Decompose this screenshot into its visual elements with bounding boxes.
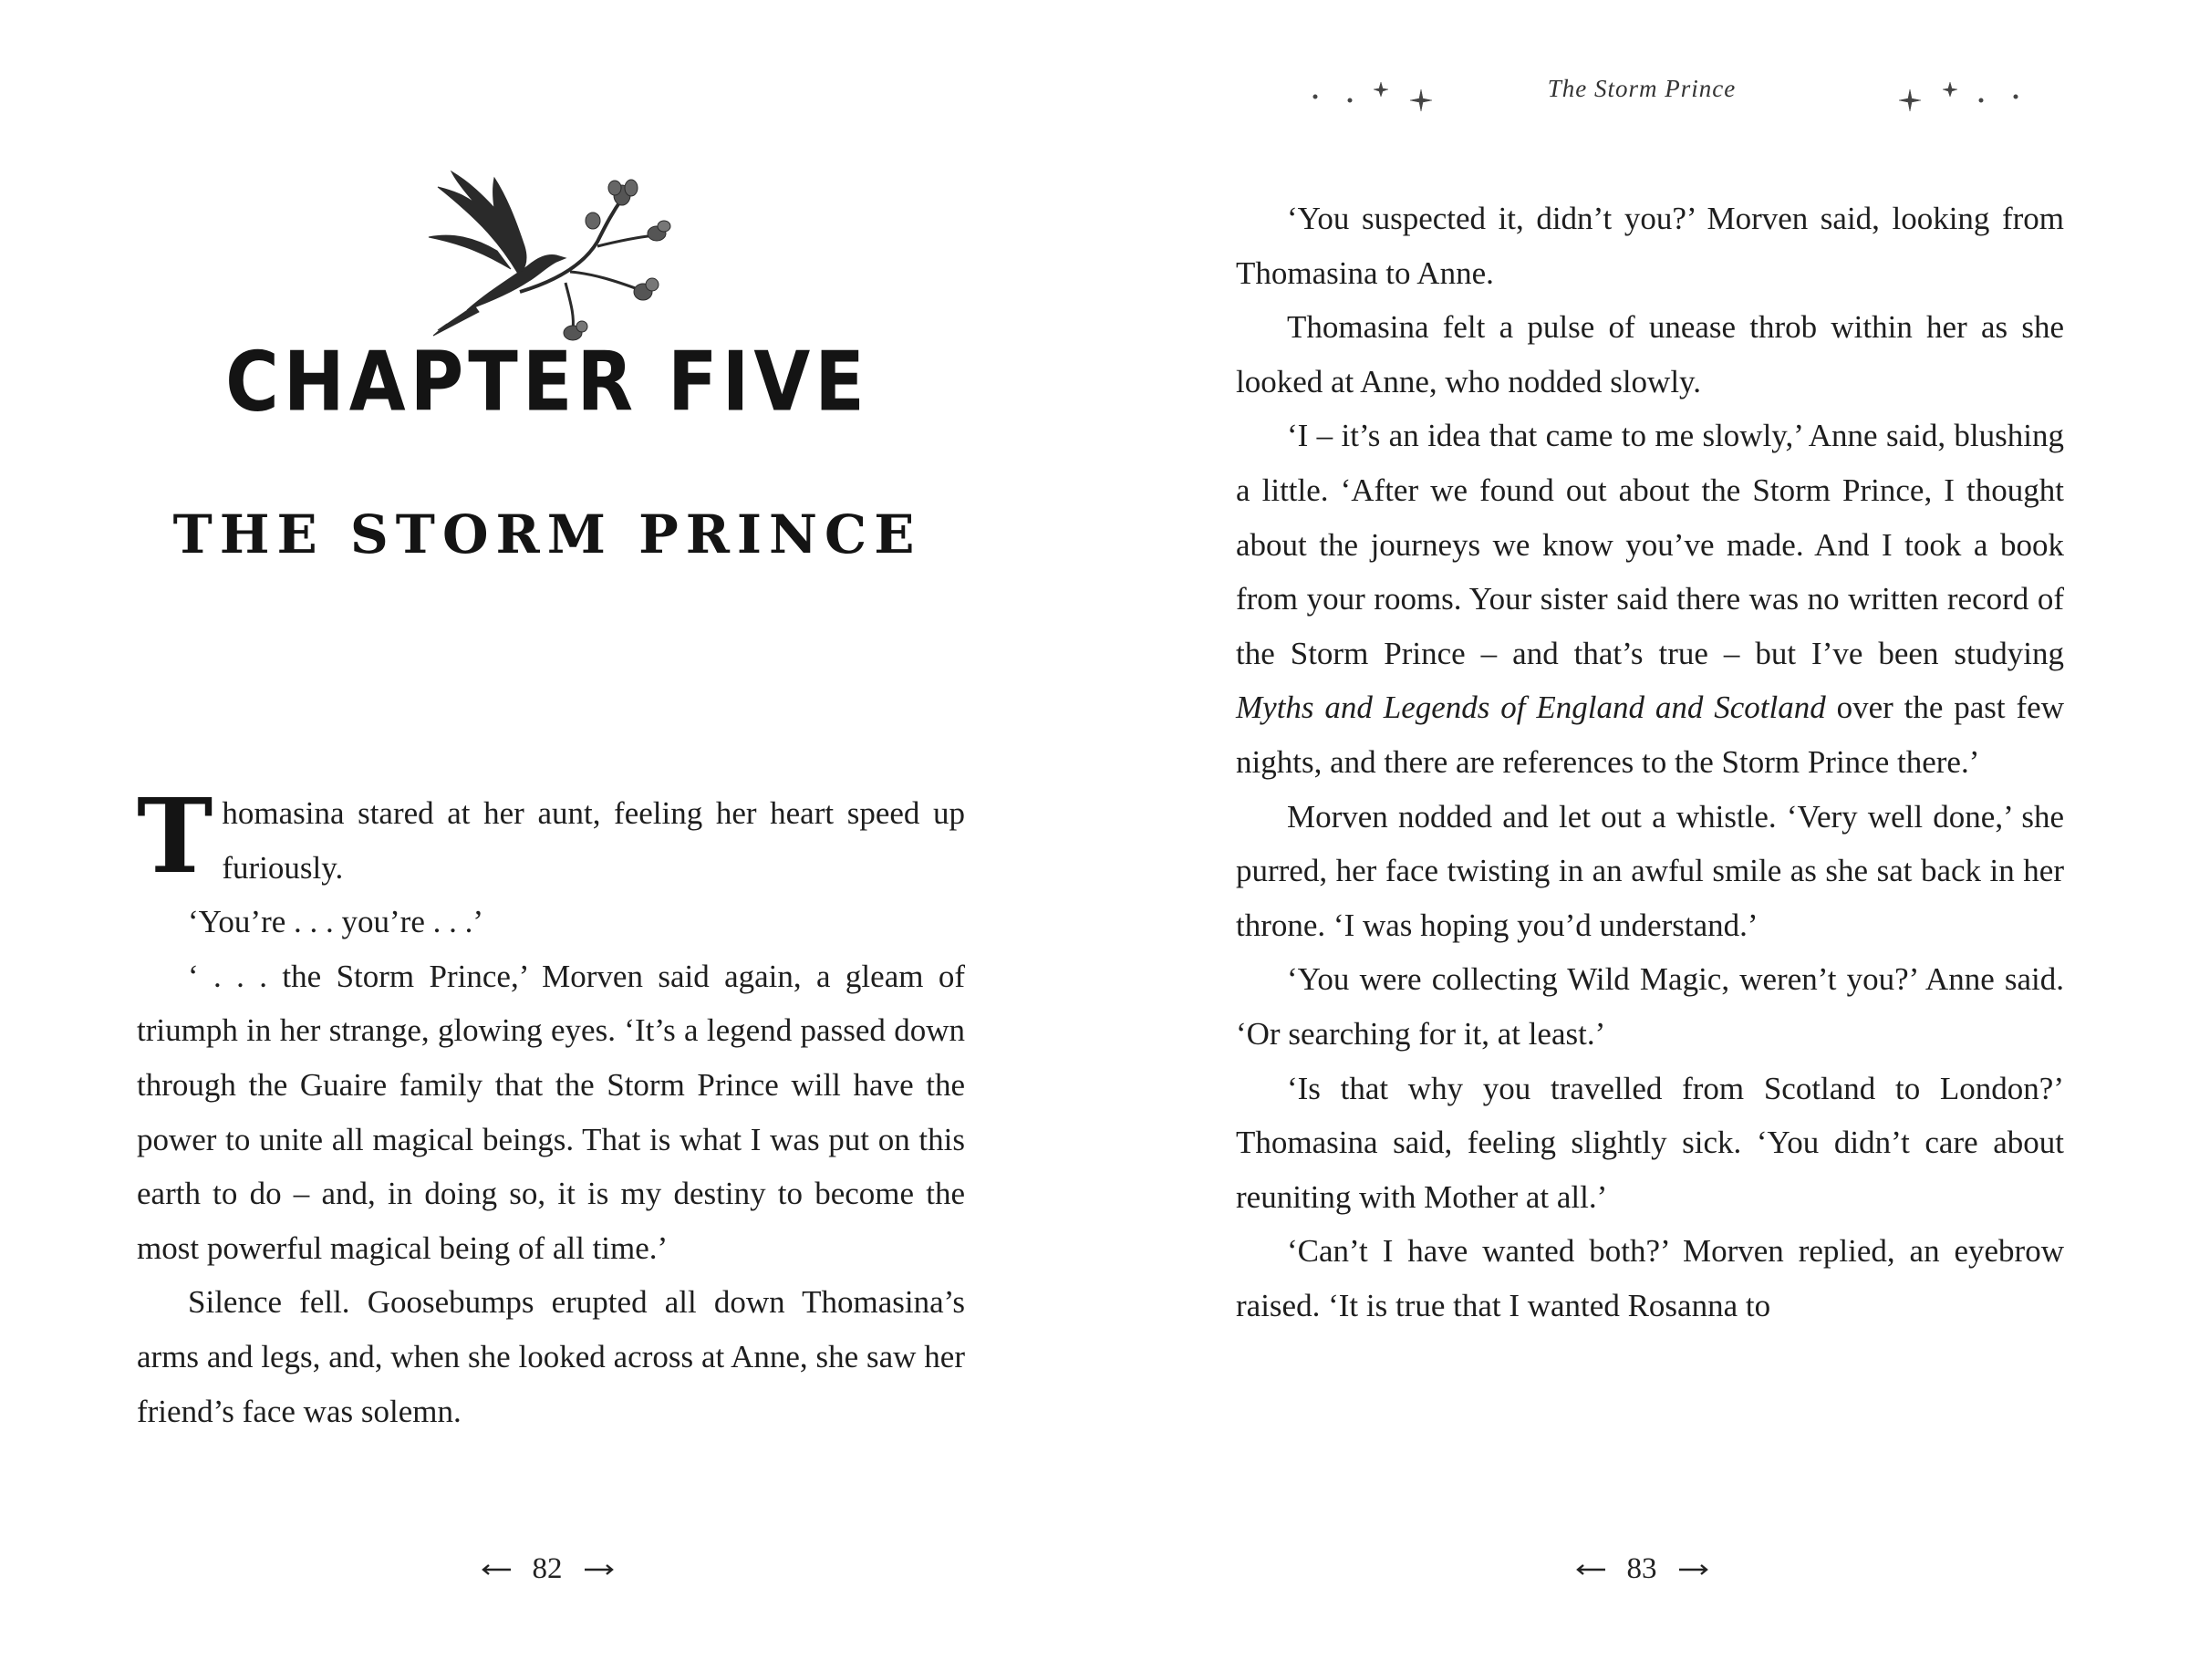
paragraph: ‘You’re . . . you’re . . .’	[188, 904, 484, 940]
paragraph-text: over the past few nights, and there are references to the Storm Prince there.’	[1236, 690, 2064, 780]
left-page	[0, 0, 1094, 1680]
paragraph: Thomasina felt a pulse of unease throb within her as she looked at Anne, who nodded slowly.	[1236, 309, 2064, 399]
chapter-number: CHAPTER FIVE	[225, 334, 869, 430]
book-title-italic: Myths and Legends of England and Scotland	[1236, 690, 1826, 726]
arrow-ornament-icon	[1677, 1563, 1708, 1576]
paragraph: ‘You were collecting Wild Magic, weren’t you?’ Anne said. ‘Or searching for it, at least.’	[1236, 961, 2064, 1052]
drop-cap: T	[137, 777, 213, 897]
arrow-ornament-icon	[1576, 1563, 1607, 1576]
page-number: 82	[532, 1552, 563, 1585]
paragraph: Silence fell. Goosebumps erupted all down Thomasina’s arms and legs, and, when she looked across at Anne, she saw her friend’s face was solemn.	[137, 1284, 965, 1429]
arrow-ornament-icon	[583, 1563, 614, 1576]
paragraph: ‘ . . . the Storm Prince,’ Morven said again, a gleam of triumph in her strange, glowing eyes. ‘It’s a legend passed down through the Guaire family that the Storm Prince will have the power to unite all magical beings. That is what I was put on this earth to do – and, in doing so, it is my destiny to become the most powerful magical being of all time.’	[137, 958, 965, 1266]
paragraph: ‘You suspected it, didn’t you?’ Morven said, looking from Thomasina to Anne.	[1236, 201, 2064, 291]
paragraph: Morven nodded and let out a whistle. ‘Very well done,’ she purred, her face twisting in an awful smile as she sat back in her throne. ‘I was hoping you’d understand.’	[1236, 798, 2064, 943]
arrow-ornament-icon	[482, 1563, 513, 1576]
page-number: 83	[1626, 1552, 1657, 1585]
paragraph	[137, 777, 965, 897]
stars-icon	[1862, 77, 2027, 113]
left-body-text	[137, 777, 965, 1438]
running-head: The Storm Prince	[1547, 75, 1737, 102]
chapter-title: THE STORM PRINCE	[172, 503, 922, 565]
paragraph: ‘Is that why you travelled from Scotland to London?’ Thomasina said, feeling slightly sick. ‘You didn’t care about reuniting with Mother at all.’	[1236, 1070, 2064, 1215]
right-page	[1094, 0, 2189, 1680]
page-number-footer	[0, 1552, 1094, 1586]
paragraph-text: ‘I – it’s an idea that came to me slowly,’ Anne said, blushing a little. ‘After we found out about the Storm Prince, I thought about the journeys we know you’ve made. And I took a book from your rooms. Your sister said there was no written record of the Storm Prince – and that’s true – but I’ve been studying	[1236, 418, 2064, 671]
right-body-text	[1236, 192, 2064, 1333]
paragraph-text: homasina stared at her aunt, feeling her heart speed up furiously.	[222, 795, 965, 886]
page-number-footer	[1094, 1552, 2189, 1586]
paragraph: ‘Can’t I have wanted both?’ Morven replied, an eyebrow raised. ‘It is true that I wanted Rosanna to	[1236, 1233, 2064, 1323]
raven-on-branch-icon	[410, 155, 684, 342]
paragraph	[1236, 409, 2064, 789]
